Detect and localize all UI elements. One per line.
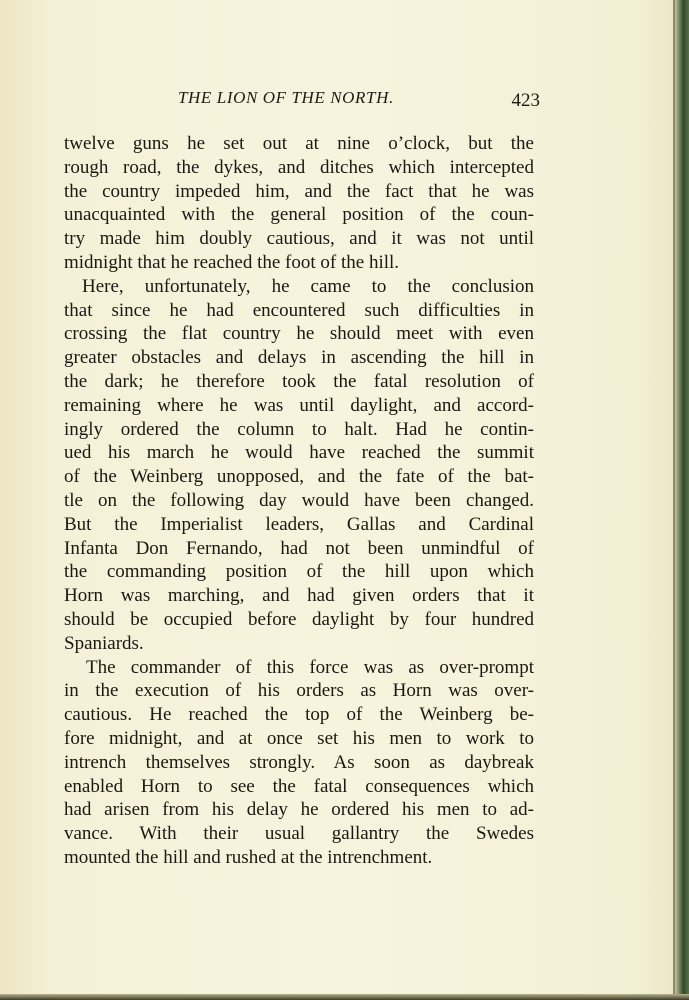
text-line: Spaniards. <box>64 632 144 654</box>
body-text <box>64 132 534 870</box>
text-line: But the Imperialist leaders, Gallas and Cardinal <box>64 513 534 535</box>
text-line: greater obstacles and delays in ascending the hill in <box>64 347 534 369</box>
text-line: Infanta Don Fernando, had not been unmindful of <box>64 537 534 559</box>
text-line: tle on the following day would have been changed. <box>64 489 534 511</box>
text-line: crossing the flat country he should meet with even <box>64 323 534 345</box>
book-spine-edge <box>675 0 689 1000</box>
text-line: twelve guns he set out at nine o’clock, but the <box>64 133 534 154</box>
text-line: Here, unfortunately, he came to the conclusion <box>82 275 534 297</box>
text-line: that since he had encountered such difficulties in <box>64 299 534 321</box>
text-line: The commander of this force was as over-prompt <box>86 656 534 678</box>
page-number: 423 <box>511 90 540 111</box>
text-line: ued his march he would have reached the summit <box>64 442 534 464</box>
text-line: of the Weinberg unopposed, and the fate of the bat- <box>64 466 534 488</box>
text-line: fore midnight, and at once set his men to work to <box>64 727 534 749</box>
page-bottom-edge <box>0 994 689 1000</box>
text-line: midnight that he reached the foot of the hill. <box>64 251 400 273</box>
text-line: remaining where he was until daylight, and accord- <box>64 394 534 416</box>
running-title: THE LION OF THE NORTH. <box>178 88 394 107</box>
text-line: vance. With their usual gallantry the Swedes <box>64 823 534 845</box>
text-line: the commanding position of the hill upon which <box>64 561 534 583</box>
text-line: intrench themselves strongly. As soon as daybreak <box>64 751 534 773</box>
text-line: in the execution of his orders as Horn was over- <box>64 680 534 702</box>
text-line: the country impeded him, and the fact that he was <box>64 180 534 202</box>
text-line: ingly ordered the column to halt. Had he contin- <box>64 418 534 440</box>
text-line: had arisen from his delay he ordered his men to ad- <box>64 799 534 821</box>
text-line: the dark; he therefore took the fatal resolution of <box>64 370 534 392</box>
text-line: mounted the hill and rushed at the intrenchment. <box>64 846 433 868</box>
text-line: Horn was marching, and had given orders that it <box>64 585 534 607</box>
text-line: should be occupied before daylight by four hundred <box>64 608 534 630</box>
page-header <box>178 88 540 114</box>
text-line: cautious. He reached the top of the Weinberg be- <box>64 704 534 726</box>
text-line: enabled Horn to see the fatal consequences which <box>64 775 534 797</box>
text-line: unacquainted with the general position of the coun- <box>64 204 534 226</box>
text-line: try made him doubly cautious, and it was not until <box>64 228 534 250</box>
text-line: rough road, the dykes, and ditches which intercepted <box>64 156 534 178</box>
